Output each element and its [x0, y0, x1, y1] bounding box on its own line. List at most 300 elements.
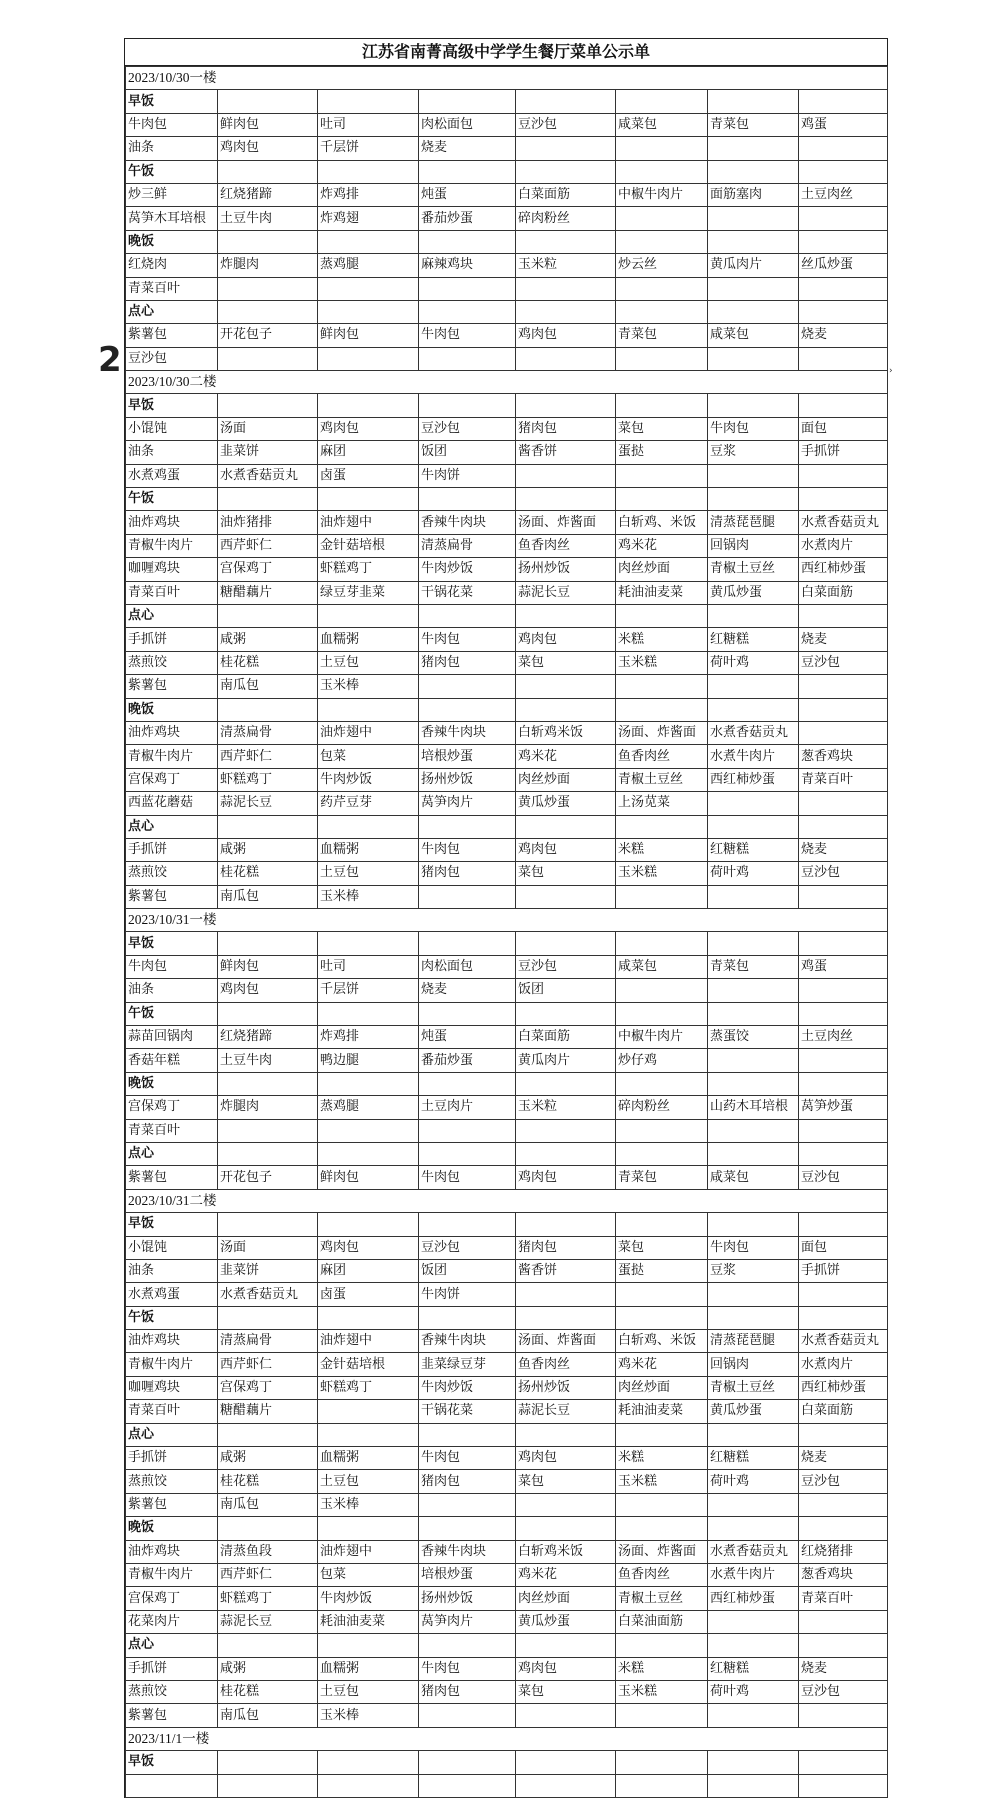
- empty-cell: [708, 488, 799, 511]
- menu-item: 黄瓜炒蛋: [516, 792, 616, 815]
- empty-cell: [218, 815, 318, 838]
- menu-item: [799, 464, 888, 487]
- menu-item: 手抓饼: [126, 628, 218, 651]
- menu-item: [318, 1119, 419, 1142]
- menu-item: 肉松面包: [419, 955, 516, 978]
- menu-item: [318, 347, 419, 370]
- section-date: 2023/10/30二楼: [126, 371, 888, 394]
- page-title: 江苏省南菁高级中学学生餐厅菜单公示单: [361, 42, 650, 61]
- menu-item: 水煮肉片: [799, 1353, 888, 1376]
- menu-item: 干锅花菜: [419, 581, 516, 604]
- menu-item: 麻团: [318, 1259, 419, 1282]
- menu-row: [126, 768, 888, 791]
- meal-header-row: [126, 300, 888, 323]
- empty-cell: [708, 1306, 799, 1329]
- empty-cell: [318, 394, 419, 417]
- menu-item: 丝瓜炒蛋: [799, 254, 888, 277]
- menu-item: 土豆肉丝: [799, 183, 888, 206]
- menu-item: 土豆牛肉: [218, 1049, 318, 1072]
- empty-cell: [616, 815, 708, 838]
- menu-item: 豆浆: [708, 441, 799, 464]
- empty-cell: [616, 90, 708, 113]
- menu-item: 米糕: [616, 838, 708, 861]
- menu-item: 血糯粥: [318, 1657, 419, 1680]
- menu-item: 桂花糕: [218, 862, 318, 885]
- date-row: [126, 909, 888, 932]
- menu-item: 香辣牛肉块: [419, 1330, 516, 1353]
- menu-item: [799, 979, 888, 1002]
- menu-item: 南瓜包: [218, 675, 318, 698]
- menu-item: 鸡米花: [616, 1353, 708, 1376]
- menu-row: [126, 511, 888, 534]
- empty-cell: [318, 90, 419, 113]
- menu-item: 清蒸琵琶腿: [708, 1330, 799, 1353]
- menu-item: 鸡肉包: [318, 1236, 419, 1259]
- menu-item: 玉米糕: [616, 1680, 708, 1703]
- meal-label: 晚饭: [126, 230, 218, 253]
- menu-item: [616, 464, 708, 487]
- menu-item: 鱼香肉丝: [516, 534, 616, 557]
- menu-item: 豆沙包: [799, 862, 888, 885]
- menu-item: 鸡肉包: [318, 417, 419, 440]
- menu-item: [218, 347, 318, 370]
- menu-item: 油炸翅中: [318, 511, 419, 534]
- menu-item: 桂花糕: [218, 651, 318, 674]
- menu-item: 韭菜饼: [218, 1259, 318, 1282]
- meal-label: 点心: [126, 300, 218, 323]
- menu-item: 血糯粥: [318, 628, 419, 651]
- menu-item: [419, 347, 516, 370]
- menu-item: 西蓝花蘑菇: [126, 792, 218, 815]
- menu-item: 鸡肉包: [516, 1166, 616, 1189]
- menu-item: 蛋挞: [616, 1259, 708, 1282]
- menu-item: 咸菜包: [708, 324, 799, 347]
- menu-row: [126, 862, 888, 885]
- menu-item: 鲜肉包: [218, 113, 318, 136]
- meal-header-row: [126, 90, 888, 113]
- menu-item: [419, 675, 516, 698]
- empty-cell: [318, 1423, 419, 1446]
- menu-item: [616, 1119, 708, 1142]
- menu-item: 莴笋炒蛋: [799, 1096, 888, 1119]
- menu-row: [126, 254, 888, 277]
- menu-item: 水煮香菇贡丸: [218, 1283, 318, 1306]
- empty-cell: [616, 1751, 708, 1774]
- menu-item: 手抓饼: [126, 1657, 218, 1680]
- menu-row: [126, 1493, 888, 1516]
- empty-cell: [516, 90, 616, 113]
- menu-item: [708, 1283, 799, 1306]
- menu-item: 鱼香肉丝: [616, 745, 708, 768]
- menu-item: 青菜百叶: [126, 277, 218, 300]
- menu-item: 油炸鸡块: [126, 1540, 218, 1563]
- meal-header-row: [126, 1751, 888, 1774]
- meal-label: 晚饭: [126, 1517, 218, 1540]
- empty-cell: [616, 1142, 708, 1165]
- meal-header-row: [126, 1306, 888, 1329]
- empty-cell: [708, 604, 799, 627]
- menu-item: 糖醋藕片: [218, 581, 318, 604]
- empty-cell: [708, 1774, 799, 1797]
- menu-item: 牛肉包: [708, 1236, 799, 1259]
- menu-item: 蒸煎饺: [126, 1470, 218, 1493]
- menu-item: 豆沙包: [126, 347, 218, 370]
- menu-item: 血糯粥: [318, 838, 419, 861]
- menu-item: 虾糕鸡丁: [218, 1587, 318, 1610]
- menu-item: 蒸鸡腿: [318, 254, 419, 277]
- empty-cell: [218, 1634, 318, 1657]
- menu-item: 碎肉粉丝: [516, 207, 616, 230]
- menu-item: [419, 1704, 516, 1727]
- empty-cell: [419, 604, 516, 627]
- menu-item: 红糖糕: [708, 1657, 799, 1680]
- empty-cell: [516, 1142, 616, 1165]
- meal-label: 早饭: [126, 1213, 218, 1236]
- menu-item: 白菜面筋: [516, 1026, 616, 1049]
- menu-item: 炸腿肉: [218, 1096, 318, 1119]
- menu-item: 肉丝炒面: [516, 1587, 616, 1610]
- menu-item: 回锅肉: [708, 1353, 799, 1376]
- menu-item: 咖喱鸡块: [126, 558, 218, 581]
- menu-item: 绿豆芽韭菜: [318, 581, 419, 604]
- empty-cell: [218, 1751, 318, 1774]
- menu-row: [126, 1376, 888, 1399]
- menu-item: 香菇年糕: [126, 1049, 218, 1072]
- menu-item: 白斩鸡、米饭: [616, 1330, 708, 1353]
- menu-row: [126, 955, 888, 978]
- menu-row: [126, 324, 888, 347]
- menu-item: 鸡肉包: [516, 628, 616, 651]
- menu-item: [799, 675, 888, 698]
- menu-item: 开花包子: [218, 1166, 318, 1189]
- menu-item: 白菜面筋: [516, 183, 616, 206]
- menu-item: 青菜包: [616, 1166, 708, 1189]
- menu-item: 清蒸鱼段: [218, 1540, 318, 1563]
- menu-item: [799, 207, 888, 230]
- menu-item: 水煮鸡蛋: [126, 1283, 218, 1306]
- menu-item: 鸭边腿: [318, 1049, 419, 1072]
- menu-item: 咖喱鸡块: [126, 1376, 218, 1399]
- empty-cell: [516, 1213, 616, 1236]
- menu-item: 汤面: [218, 417, 318, 440]
- date-row: [126, 1727, 888, 1750]
- menu-item: 水煮牛肉片: [708, 745, 799, 768]
- menu-item: 玉米粒: [516, 254, 616, 277]
- menu-item: 扬州炒饭: [419, 1587, 516, 1610]
- menu-item: [516, 675, 616, 698]
- menu-item: 汤面: [218, 1236, 318, 1259]
- empty-cell: [799, 1634, 888, 1657]
- menu-row: [126, 277, 888, 300]
- menu-item: 玉米糕: [616, 1470, 708, 1493]
- menu-item: 面包: [799, 1236, 888, 1259]
- menu-item: 汤面、炸酱面: [516, 511, 616, 534]
- menu-item: 青菜包: [616, 324, 708, 347]
- menu-item: 猪肉包: [419, 1680, 516, 1703]
- menu-row: [126, 1119, 888, 1142]
- menu-item: 麻辣鸡块: [419, 254, 516, 277]
- meal-label: 点心: [126, 604, 218, 627]
- section-date: 2023/10/31一楼: [126, 909, 888, 932]
- menu-item: 青椒土豆丝: [616, 1587, 708, 1610]
- menu-item: 白菜面筋: [799, 1400, 888, 1423]
- menu-item: [708, 137, 799, 160]
- empty-cell: [708, 1634, 799, 1657]
- menu-item: 包菜: [318, 1564, 419, 1587]
- menu-item: 清蒸扁骨: [419, 534, 516, 557]
- menu-item: [799, 1119, 888, 1142]
- menu-item: 干锅花菜: [419, 1400, 516, 1423]
- menu-item: 猪肉包: [516, 417, 616, 440]
- menu-item: 猪肉包: [419, 1470, 516, 1493]
- menu-item: 油条: [126, 1259, 218, 1282]
- menu-item: 玉米棒: [318, 675, 419, 698]
- menu-item: 土豆包: [318, 651, 419, 674]
- menu-item: 咸菜包: [616, 113, 708, 136]
- empty-cell: [126, 1774, 218, 1797]
- menu-item: 蒜泥长豆: [218, 1610, 318, 1633]
- menu-item: [616, 1704, 708, 1727]
- menu-table: [125, 66, 888, 1798]
- menu-item: 红烧猪排: [799, 1540, 888, 1563]
- empty-cell: [218, 1774, 318, 1797]
- menu-item: 猪肉包: [419, 651, 516, 674]
- menu-item: [799, 1283, 888, 1306]
- menu-item: 酱香饼: [516, 441, 616, 464]
- empty-cell: [318, 300, 419, 323]
- menu-item: [419, 1493, 516, 1516]
- menu-row: [126, 207, 888, 230]
- menu-item: 手抓饼: [126, 1447, 218, 1470]
- menu-item: 药芹豆芽: [318, 792, 419, 815]
- menu-item: 黄瓜炒蛋: [516, 1610, 616, 1633]
- menu-item: 花菜肉片: [126, 1610, 218, 1633]
- menu-row: [126, 558, 888, 581]
- menu-item: 蒸煎饺: [126, 651, 218, 674]
- menu-item: 炸鸡翅: [318, 207, 419, 230]
- menu-item: 肉松面包: [419, 113, 516, 136]
- menu-item: 咸粥: [218, 1657, 318, 1680]
- empty-cell: [318, 1002, 419, 1025]
- menu-item: 猪肉包: [516, 1236, 616, 1259]
- menu-item: 炸鸡排: [318, 1026, 419, 1049]
- menu-item: 蒜泥长豆: [218, 792, 318, 815]
- menu-item: [516, 1704, 616, 1727]
- menu-item: 鸡肉包: [218, 979, 318, 1002]
- menu-item: [708, 277, 799, 300]
- menu-row: [126, 1236, 888, 1259]
- empty-cell: [318, 1634, 419, 1657]
- menu-item: 蒸煎饺: [126, 1680, 218, 1703]
- menu-item: 手抓饼: [126, 838, 218, 861]
- empty-cell: [708, 160, 799, 183]
- menu-item: 蒜泥长豆: [516, 1400, 616, 1423]
- menu-item: 水煮牛肉片: [708, 1564, 799, 1587]
- menu-item: 鸡米花: [616, 534, 708, 557]
- empty-cell: [318, 1751, 419, 1774]
- meal-header-row: [126, 1423, 888, 1446]
- menu-item: 虾糕鸡丁: [318, 1376, 419, 1399]
- menu-item: 鸡肉包: [516, 1447, 616, 1470]
- menu-item: 中椒牛肉片: [616, 1026, 708, 1049]
- menu-item: 猪肉包: [419, 862, 516, 885]
- empty-cell: [516, 1751, 616, 1774]
- meal-label: 点心: [126, 815, 218, 838]
- menu-item: [516, 1119, 616, 1142]
- meal-header-row: [126, 604, 888, 627]
- menu-row: [126, 347, 888, 370]
- empty-cell: [218, 698, 318, 721]
- menu-item: 油炸翅中: [318, 721, 419, 744]
- menu-item: [708, 464, 799, 487]
- section-date: 2023/11/1一楼: [126, 1727, 888, 1750]
- menu-item: 鸡肉包: [516, 324, 616, 347]
- menu-item: 黄瓜炒蛋: [708, 1400, 799, 1423]
- menu-item: 青椒牛肉片: [126, 534, 218, 557]
- menu-item: 卤蛋: [318, 1283, 419, 1306]
- empty-cell: [516, 488, 616, 511]
- menu-item: [799, 347, 888, 370]
- menu-item: 水煮香菇贡丸: [708, 1540, 799, 1563]
- menu-item: 扬州炒饭: [516, 1376, 616, 1399]
- menu-item: 白菜油面筋: [616, 1610, 708, 1633]
- menu-row: [126, 745, 888, 768]
- menu-item: 咸菜包: [616, 955, 708, 978]
- menu-item: 水煮香菇贡丸: [708, 721, 799, 744]
- menu-item: [799, 885, 888, 908]
- menu-item: [318, 277, 419, 300]
- menu-item: 莴笋肉片: [419, 1610, 516, 1633]
- menu-item: [616, 207, 708, 230]
- menu-row: [126, 1283, 888, 1306]
- menu-item: 豆沙包: [799, 1166, 888, 1189]
- empty-cell: [419, 394, 516, 417]
- empty-cell: [419, 230, 516, 253]
- empty-cell: [218, 1072, 318, 1095]
- menu-row: [126, 113, 888, 136]
- empty-cell: [708, 1142, 799, 1165]
- menu-row: [126, 441, 888, 464]
- empty-cell: [616, 1072, 708, 1095]
- meal-label: 点心: [126, 1634, 218, 1657]
- menu-item: 烧麦: [799, 1447, 888, 1470]
- menu-item: 炒三鲜: [126, 183, 218, 206]
- menu-item: 吐司: [318, 955, 419, 978]
- menu-item: 千层饼: [318, 137, 419, 160]
- menu-item: 油条: [126, 137, 218, 160]
- empty-cell: [419, 1634, 516, 1657]
- menu-item: 水煮香菇贡丸: [218, 464, 318, 487]
- menu-item: 炒云丝: [616, 254, 708, 277]
- empty-cell: [616, 230, 708, 253]
- menu-item: 手抓饼: [799, 1259, 888, 1282]
- menu-item: 荷叶鸡: [708, 1470, 799, 1493]
- menu-item: 青椒牛肉片: [126, 1564, 218, 1587]
- menu-item: [218, 277, 318, 300]
- menu-item: 耗油油麦菜: [616, 581, 708, 604]
- menu-row: [126, 464, 888, 487]
- empty-cell: [616, 698, 708, 721]
- empty-cell: [419, 1002, 516, 1025]
- empty-cell: [419, 1072, 516, 1095]
- menu-item: 青菜百叶: [126, 1400, 218, 1423]
- menu-item: 酱香饼: [516, 1259, 616, 1282]
- menu-item: 葱香鸡块: [799, 745, 888, 768]
- meal-label: 晚饭: [126, 698, 218, 721]
- menu-item: 扬州炒饭: [419, 768, 516, 791]
- empty-cell: [218, 160, 318, 183]
- menu-item: 西芹虾仁: [218, 534, 318, 557]
- menu-item: [616, 675, 708, 698]
- menu-item: [616, 1493, 708, 1516]
- menu-item: 玉米棒: [318, 1493, 419, 1516]
- menu-item: 黄瓜肉片: [708, 254, 799, 277]
- menu-row: [126, 721, 888, 744]
- empty-cell: [318, 1517, 419, 1540]
- empty-cell: [419, 1774, 516, 1797]
- menu-item: 油条: [126, 441, 218, 464]
- empty-cell: [218, 932, 318, 955]
- menu-item: 清蒸琵琶腿: [708, 511, 799, 534]
- menu-item: 油炸鸡块: [126, 511, 218, 534]
- menu-item: 红烧猪蹄: [218, 1026, 318, 1049]
- empty-cell: [799, 230, 888, 253]
- menu-item: 土豆包: [318, 862, 419, 885]
- menu-item: 韭菜饼: [218, 441, 318, 464]
- menu-item: 小馄饨: [126, 417, 218, 440]
- empty-cell: [516, 1423, 616, 1446]
- empty-cell: [318, 230, 419, 253]
- menu-item: 番茄炒蛋: [419, 207, 516, 230]
- meal-header-row: [126, 932, 888, 955]
- menu-item: 白菜面筋: [799, 581, 888, 604]
- menu-item: 青菜百叶: [126, 1119, 218, 1142]
- menu-item: 葱香鸡块: [799, 1564, 888, 1587]
- menu-item: 肉丝炒面: [516, 768, 616, 791]
- menu-item: 咸粥: [218, 838, 318, 861]
- empty-cell: [616, 1634, 708, 1657]
- menu-item: 回锅肉: [708, 534, 799, 557]
- menu-item: [616, 137, 708, 160]
- date-row: [126, 1189, 888, 1212]
- menu-item: 菜包: [616, 417, 708, 440]
- menu-item: 鸡肉包: [516, 1657, 616, 1680]
- menu-item: 白斩鸡米饭: [516, 721, 616, 744]
- menu-item: 青椒土豆丝: [616, 768, 708, 791]
- empty-cell: [708, 1002, 799, 1025]
- menu-item: 牛肉炒饭: [318, 1587, 419, 1610]
- empty-cell: [318, 160, 419, 183]
- menu-item: 黄瓜肉片: [516, 1049, 616, 1072]
- empty-cell: [708, 394, 799, 417]
- empty-cell: [616, 1423, 708, 1446]
- menu-item: 荷叶鸡: [708, 862, 799, 885]
- menu-item: 牛肉包: [419, 324, 516, 347]
- menu-item: 上汤苋菜: [616, 792, 708, 815]
- menu-item: [799, 1493, 888, 1516]
- empty-cell: [419, 90, 516, 113]
- empty-cell: [799, 604, 888, 627]
- menu-item: 豆沙包: [799, 1470, 888, 1493]
- menu-item: 油炸翅中: [318, 1540, 419, 1563]
- empty-cell: [708, 1072, 799, 1095]
- menu-item: 土豆包: [318, 1470, 419, 1493]
- menu-item: 玉米糕: [616, 862, 708, 885]
- empty-cell: [708, 1213, 799, 1236]
- empty-cell: [218, 1423, 318, 1446]
- menu-item: 牛肉炒饭: [318, 768, 419, 791]
- menu-item: 菜包: [616, 1236, 708, 1259]
